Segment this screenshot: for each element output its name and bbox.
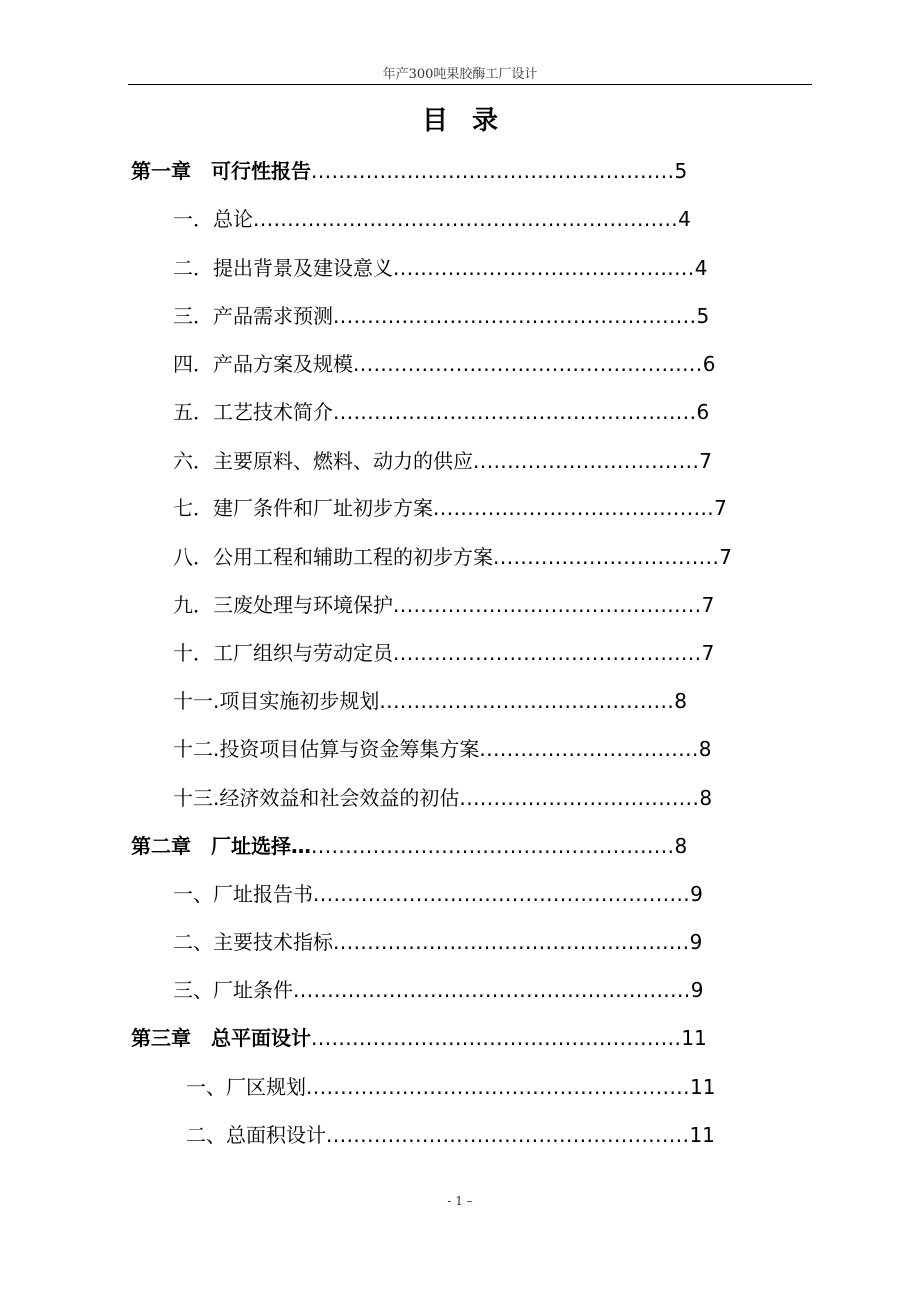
toc-title: 目录 xyxy=(421,106,522,136)
toc-page-number: 6 xyxy=(702,352,716,376)
running-header: 年产300吨果胶酶工厂设计 xyxy=(382,67,538,82)
toc-leader-dots: ........................................................ xyxy=(306,1075,691,1099)
toc-page-number: 7 xyxy=(701,593,715,617)
toc-leader-dots: ....................................................... xyxy=(313,882,691,906)
toc-entry-label: 二、主要技术指标 xyxy=(173,930,333,954)
toc-page-number: 5 xyxy=(674,159,688,183)
toc-entry-1-3[interactable] xyxy=(173,301,713,331)
header-rule xyxy=(128,84,812,85)
toc-leader-dots: ..................................................... xyxy=(326,1123,690,1147)
toc-entry-label: 十．工厂组织与劳动定员 xyxy=(173,641,393,665)
toc-entry-1-2[interactable] xyxy=(173,253,713,283)
toc-page-number: 11 xyxy=(690,1075,716,1099)
toc-entry-label: 三、厂址条件 xyxy=(173,978,293,1002)
toc-leader-dots: ................................................... xyxy=(353,352,703,376)
toc-page-number: 6 xyxy=(696,400,710,424)
toc-entry-1-10[interactable] xyxy=(173,638,723,668)
toc-entry-label: 五．工艺技术简介 xyxy=(173,400,333,424)
toc-entry-label: 第一章 可行性报告 xyxy=(131,159,311,183)
toc-page-number: 8 xyxy=(674,689,687,713)
toc-entry-label: 三．产品需求预测 xyxy=(173,304,333,328)
toc-leader-dots: ................................ xyxy=(479,737,699,761)
toc-entry-label: 七．建厂条件和厂址初步方案 xyxy=(173,496,433,520)
toc-page-number: 7 xyxy=(719,545,733,569)
toc-entry-1-5[interactable] xyxy=(173,397,713,427)
toc-entry-label: 六．主要原料、燃料、动力的供应 xyxy=(173,449,473,473)
toc-entry-2-3[interactable] xyxy=(173,975,703,1005)
toc-leader-dots: ............................................. xyxy=(393,593,702,617)
toc-page-number: 5 xyxy=(696,304,710,328)
toc-page-number: 8 xyxy=(699,786,713,810)
toc-entry-label: 二．提出背景及建设意义 xyxy=(173,256,393,280)
toc-entry-label: 九．三废处理与环境保护 xyxy=(173,593,393,617)
toc-leader-dots: ..................................................... xyxy=(311,834,675,858)
toc-entry-label: 八．公用工程和辅助工程的初步方案 xyxy=(173,545,493,569)
toc-leader-dots: ..................................................... xyxy=(311,159,675,183)
toc-entry-2-1[interactable] xyxy=(173,879,703,909)
toc-page-number: 8 xyxy=(674,834,688,858)
toc-page-number: 7 xyxy=(699,449,713,473)
toc-leader-dots: ................................... xyxy=(459,786,700,810)
toc-entry-label: 二、总面积设计 xyxy=(186,1123,326,1147)
toc-entry-1-8[interactable] xyxy=(173,542,743,572)
toc-entry-1-9[interactable] xyxy=(173,590,723,620)
toc-entry-1-6[interactable] xyxy=(173,446,743,476)
toc-leader-dots: ................................. xyxy=(493,545,720,569)
toc-entry-label: 一．总论 xyxy=(173,207,253,231)
toc-entry-chapter-3[interactable] xyxy=(131,1023,711,1053)
toc-page-number: 9 xyxy=(689,930,703,954)
toc-entry-label: 第二章 厂址选择… xyxy=(131,834,311,858)
toc-page-number: 8 xyxy=(698,737,712,761)
toc-entry-3-1[interactable] xyxy=(186,1072,716,1102)
toc-entry-1-13[interactable] xyxy=(173,783,718,813)
toc-entry-2-2[interactable] xyxy=(173,927,703,957)
toc-leader-dots: .......................................................... xyxy=(293,978,691,1002)
toc-entry-1-11[interactable] xyxy=(173,686,693,716)
toc-leader-dots: ..................................................... xyxy=(333,304,697,328)
toc-page-number: 11 xyxy=(681,1026,707,1050)
toc-entry-1-12[interactable] xyxy=(173,734,718,764)
toc-page-number: 4 xyxy=(694,256,708,280)
toc-entry-label: 十一.项目实施初步规划 xyxy=(173,689,380,713)
toc-entry-1-1[interactable] xyxy=(173,204,693,234)
page-number: - 1 – xyxy=(447,1194,473,1208)
toc-entry-label: 十三.经济效益和社会效益的初估 xyxy=(173,786,460,810)
toc-leader-dots: ................................. xyxy=(473,449,700,473)
toc-page-number: 9 xyxy=(690,978,704,1002)
toc-page-number: 9 xyxy=(690,882,703,906)
toc-leader-dots: ............................................ xyxy=(393,256,695,280)
toc-entry-label: 第三章 总平面设计 xyxy=(131,1026,311,1050)
toc-entry-3-2[interactable] xyxy=(186,1120,716,1150)
toc-entry-1-4[interactable] xyxy=(173,349,718,379)
toc-leader-dots: ........................................... xyxy=(379,689,675,713)
toc-page-number: 11 xyxy=(689,1123,715,1147)
toc-entry-chapter-1[interactable] xyxy=(131,156,691,186)
toc-entry-1-7[interactable] xyxy=(173,493,733,523)
toc-leader-dots: ..................................................... xyxy=(333,400,697,424)
toc-entry-label: 四．产品方案及规模 xyxy=(173,352,353,376)
toc-entry-label: 一、厂区规划 xyxy=(186,1075,306,1099)
toc-page-number: 4 xyxy=(678,207,691,231)
toc-leader-dots: ...................................................... xyxy=(311,1026,682,1050)
toc-leader-dots: ......................................... xyxy=(433,496,715,520)
toc-page-number: 7 xyxy=(714,496,727,520)
toc-entry-label: 十二.投资项目估算与资金筹集方案 xyxy=(173,737,480,761)
toc-leader-dots: .............................................................. xyxy=(253,207,679,231)
toc-entry-label: 一、厂址报告书 xyxy=(173,882,313,906)
toc-page-number: 7 xyxy=(701,641,715,665)
toc-entry-chapter-2[interactable] xyxy=(131,831,691,861)
toc-leader-dots: .................................................... xyxy=(333,930,690,954)
toc-leader-dots: ............................................. xyxy=(393,641,702,665)
